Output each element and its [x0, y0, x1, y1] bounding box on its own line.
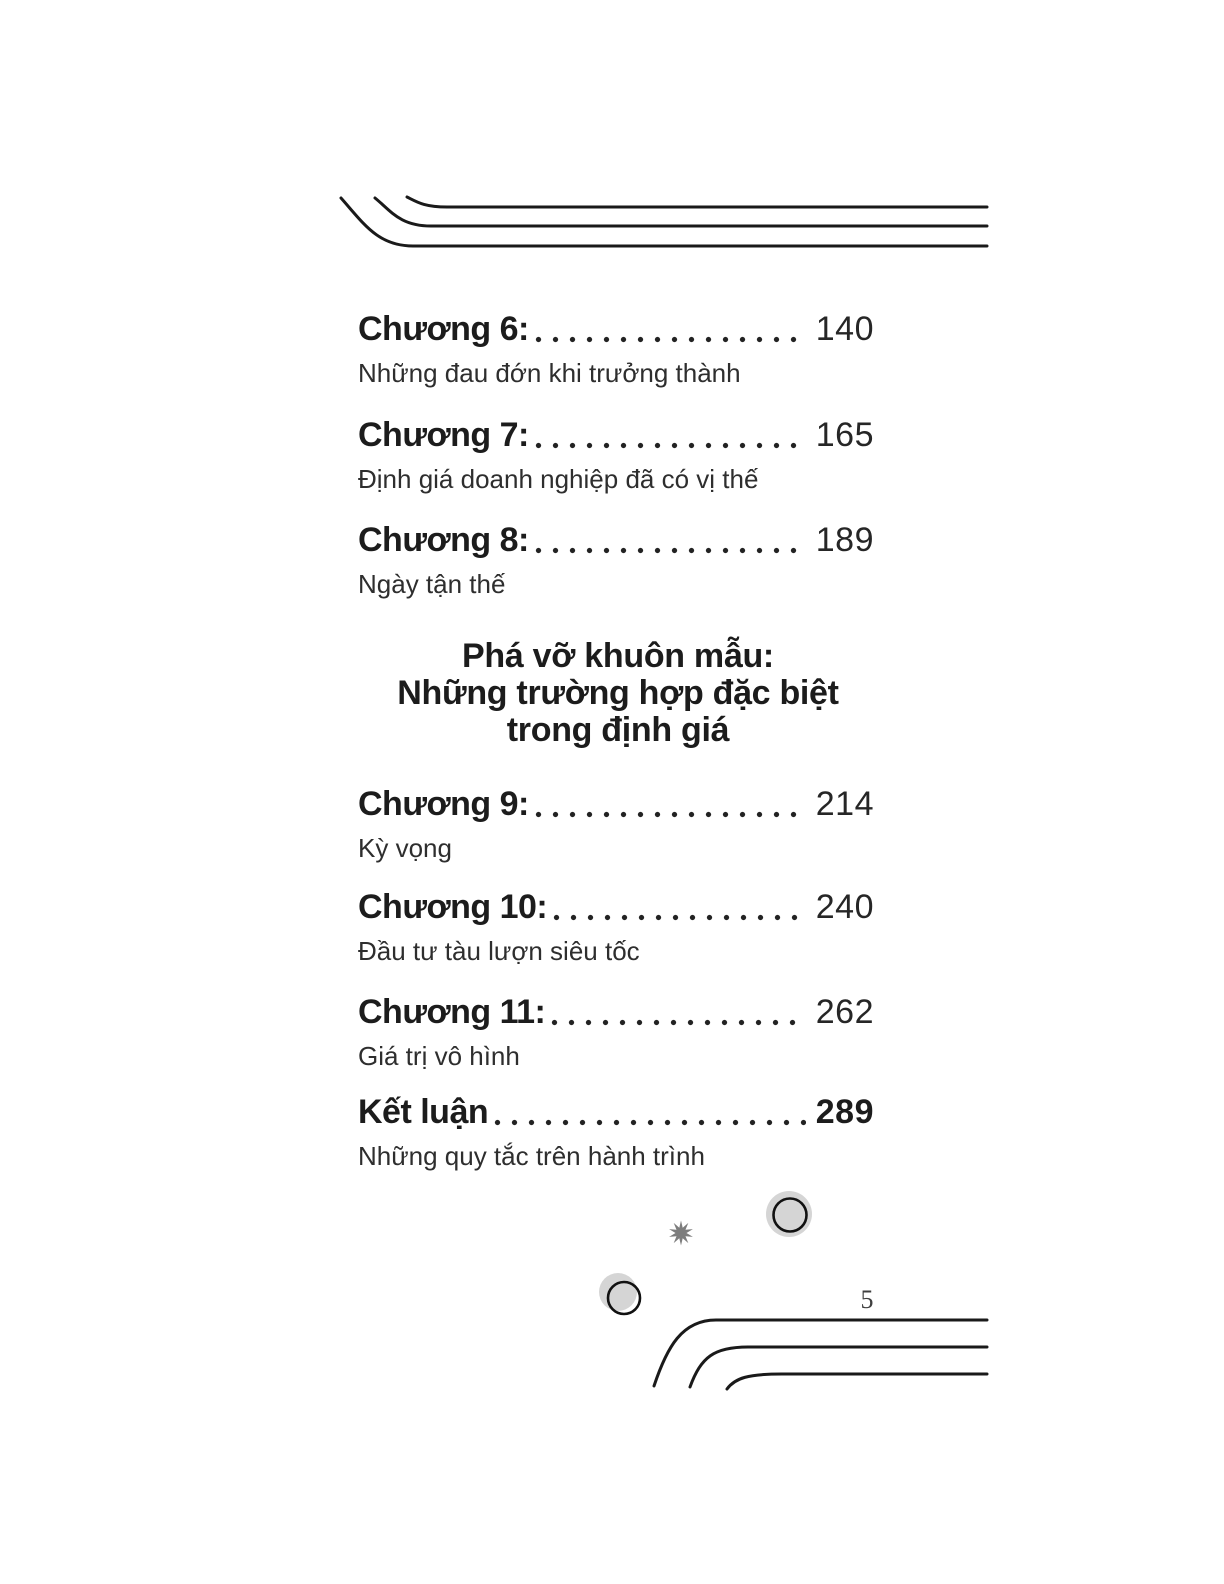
chapter-page-number: 165	[815, 416, 874, 454]
chapter-page-number: 262	[815, 993, 874, 1031]
toc-entry-chuong-9	[358, 784, 874, 864]
section-heading-line-1: Phá vỡ khuôn mẫu:	[462, 637, 774, 675]
toc-entry-chuong-7	[358, 415, 874, 495]
dot-leader	[535, 336, 806, 343]
chapter-label: Chương 7:	[358, 416, 529, 454]
chapter-page-number: 289	[815, 1093, 874, 1131]
section-heading-line-2: Những trường hợp đặc biệt	[397, 674, 839, 712]
circle-badge-fill-2	[599, 1273, 637, 1311]
chapter-label: Chương 9:	[358, 785, 529, 823]
chapter-label: Kết luận	[358, 1093, 489, 1131]
chapter-subtitle: Đầu tư tàu lượn siêu tốc	[358, 936, 640, 966]
toc-entry-chuong-11	[358, 992, 874, 1072]
bottom-swoosh-outer-line	[727, 1374, 987, 1389]
section-heading-line-3: trong định giá	[506, 711, 730, 749]
bottom-swoosh-inner-line	[654, 1320, 987, 1386]
toc-row	[358, 309, 874, 349]
chapter-page-number: 240	[815, 888, 874, 926]
toc-row	[358, 992, 874, 1032]
section-heading	[308, 638, 928, 749]
toc-entry-ket-luan	[358, 1092, 874, 1172]
toc-row	[358, 887, 874, 927]
dot-leader	[494, 1119, 806, 1126]
toc-entry-chuong-6	[358, 309, 874, 389]
dot-leader	[551, 1019, 805, 1026]
chapter-subtitle: Ngày tận thế	[358, 569, 506, 599]
top-swoosh-inner-line	[407, 197, 987, 207]
dot-leader	[553, 914, 806, 921]
top-swoosh-middle-line	[375, 198, 987, 226]
toc-entry-chuong-10	[358, 887, 874, 967]
toc-row	[358, 784, 874, 824]
dot-leader	[535, 547, 806, 554]
chapter-subtitle: Giá trị vô hình	[358, 1041, 520, 1071]
toc-row	[358, 1092, 874, 1132]
starburst-icon	[669, 1221, 693, 1246]
chapter-subtitle: Định giá doanh nghiệp đã có vị thế	[358, 464, 759, 494]
chapter-subtitle: Những quy tắc trên hành trình	[358, 1141, 705, 1171]
toc-entry-chuong-8	[358, 520, 874, 600]
chapter-label: Chương 6:	[358, 310, 529, 348]
toc-row	[358, 520, 874, 560]
chapter-page-number: 214	[815, 785, 874, 823]
chapter-page-number: 140	[815, 310, 874, 348]
chapter-label: Chương 10:	[358, 888, 548, 926]
chapter-subtitle: Kỳ vọng	[358, 833, 452, 863]
toc-row	[358, 415, 874, 455]
page-number: 5	[860, 1285, 874, 1314]
chapter-subtitle: Những đau đớn khi trưởng thành	[358, 358, 741, 388]
chapter-label: Chương 8:	[358, 521, 529, 559]
chapter-page-number: 189	[815, 521, 874, 559]
dot-leader	[535, 442, 806, 449]
dot-leader	[535, 811, 806, 818]
chapter-label: Chương 11:	[358, 993, 546, 1031]
